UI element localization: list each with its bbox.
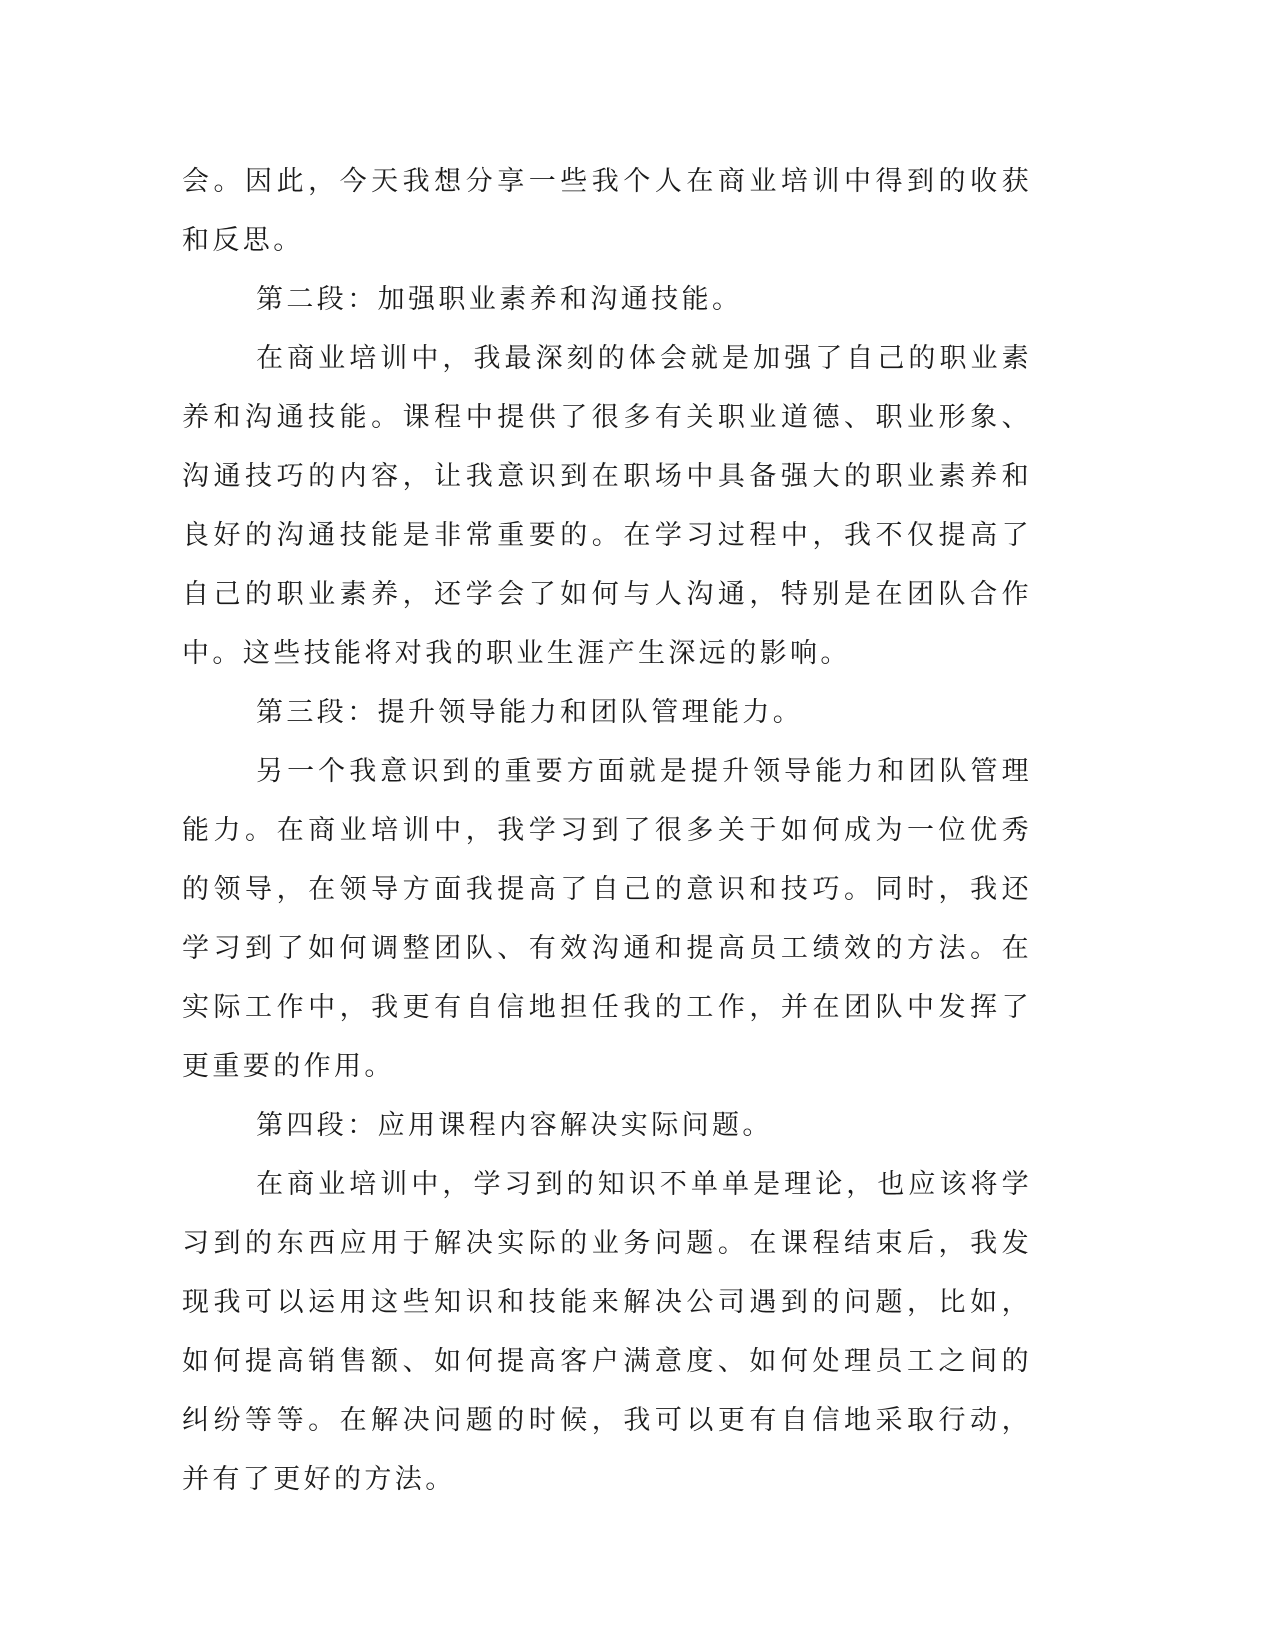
- paragraph-section-3: 另一个我意识到的重要方面就是提升领导能力和团队管理能力。在商业培训中，我学习到了很多关于如何成为一位优秀的领导，在领导方面我提高了自己的意识和技巧。同时，我还学习到了如何调整团队、有效沟通和提高员工绩效的方法。在实际工作中，我更有自信地担任我的工作，并在团队中发挥了更重要的作用。: [182, 756, 1032, 1082]
- paragraph-section-4: 在商业培训中，学习到的知识不单单是理论，也应该将学习到的东西应用于解决实际的业务问题。在课程结束后，我发现我可以运用这些知识和技能来解决公司遇到的问题，比如，如何提高销售额、如何提高客户满意度、如何处理员工之间的纠纷等等。在解决问题的时候，我可以更有自信地采取行动，并有了更好的方法。: [182, 1169, 1032, 1495]
- section-heading-4: 第四段：应用课程内容解决实际问题。: [256, 1110, 773, 1141]
- section-heading-2: 第二段：加强职业素养和沟通技能。: [256, 284, 743, 315]
- paragraph-continuation: 会。因此，今天我想分享一些我个人在商业培训中得到的收获和反思。: [182, 166, 1032, 256]
- document-body: [182, 152, 1032, 1509]
- section-heading-3: 第三段：提升领导能力和团队管理能力。: [256, 697, 804, 728]
- paragraph-section-2: 在商业培训中，我最深刻的体会就是加强了自己的职业素养和沟通技能。课程中提供了很多有关职业道德、职业形象、沟通技巧的内容，让我意识到在职场中具备强大的职业素养和良好的沟通技能是非常重要的。在学习过程中，我不仅提高了自己的职业素养，还学会了如何与人沟通，特别是在团队合作中。这些技能将对我的职业生涯产生深远的影响。: [182, 343, 1032, 669]
